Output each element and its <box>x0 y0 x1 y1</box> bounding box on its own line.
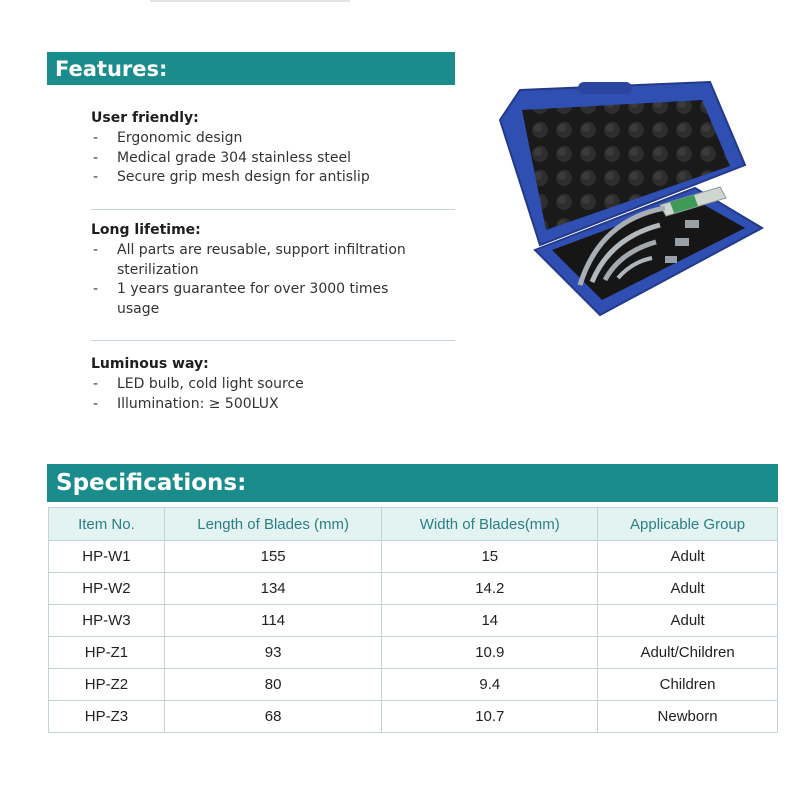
header-length: Length of Blades (mm) <box>164 508 382 541</box>
cell-width: 14 <box>382 605 598 637</box>
table-row <box>49 541 778 573</box>
header-item-no: Item No. <box>49 508 165 541</box>
specifications-table <box>48 507 778 733</box>
feature-group-long-lifetime <box>91 219 463 319</box>
cell-width: 15 <box>382 541 598 573</box>
cell-group: Adult <box>598 573 778 605</box>
cell-group: Newborn <box>598 701 778 733</box>
list-item: - Medical grade 304 stainless steel <box>91 149 463 169</box>
divider <box>91 209 455 210</box>
header-width: Width of Blades(mm) <box>382 508 598 541</box>
features-banner <box>47 52 455 85</box>
list-item: - Illumination: ≥ 500LUX <box>91 395 463 415</box>
cell-item-no: HP-Z2 <box>49 669 165 701</box>
feature-group-user-friendly <box>91 107 463 188</box>
cell-length: 80 <box>164 669 382 701</box>
cell-width: 9.4 <box>382 669 598 701</box>
cell-width: 10.9 <box>382 637 598 669</box>
cell-item-no: HP-W2 <box>49 573 165 605</box>
dash-bullet-icon: - <box>93 376 99 392</box>
specifications-title: Specifications: <box>56 470 247 496</box>
specifications-banner <box>47 464 778 502</box>
dash-bullet-icon: - <box>93 395 99 412</box>
list-item: - LED bulb, cold light source <box>91 375 463 395</box>
cell-item-no: HP-Z3 <box>49 701 165 733</box>
table-row <box>49 605 778 637</box>
table-row <box>49 701 778 733</box>
divider <box>91 340 455 341</box>
list-item: - Ergonomic design <box>91 129 463 149</box>
dash-bullet-icon: - <box>93 281 99 297</box>
list-item: - 1 years guarantee for over 3000 times usage <box>93 281 389 317</box>
cell-item-no: HP-Z1 <box>49 637 165 669</box>
laryngoscope-case-image <box>480 70 780 370</box>
dash-bullet-icon: - <box>93 149 99 166</box>
dash-bullet-icon: - <box>93 130 99 146</box>
header-group: Applicable Group <box>598 508 778 541</box>
group-title: User friendly: <box>91 110 199 126</box>
cell-group: Children <box>598 669 778 701</box>
table-header-row <box>49 508 778 541</box>
cell-length: 155 <box>164 541 382 573</box>
cell-group: Adult <box>598 541 778 573</box>
top-rule <box>150 0 350 2</box>
cell-width: 10.7 <box>382 701 598 733</box>
cell-length: 114 <box>164 605 382 637</box>
list-item: - All parts are reusable, support infiltration sterilization <box>93 242 406 278</box>
cell-item-no: HP-W1 <box>49 541 165 573</box>
group-title: Luminous way: <box>91 356 209 372</box>
table-row <box>49 573 778 605</box>
cell-item-no: HP-W3 <box>49 605 165 637</box>
table-row <box>49 669 778 701</box>
feature-group-luminous-way <box>91 353 463 414</box>
cell-length: 134 <box>164 573 382 605</box>
features-title: Features: <box>55 56 168 81</box>
group-title: Long lifetime: <box>91 222 201 238</box>
cell-length: 68 <box>164 701 382 733</box>
cell-group: Adult/Children <box>598 637 778 669</box>
cell-width: 14.2 <box>382 573 598 605</box>
dash-bullet-icon: - <box>93 242 99 258</box>
list-item: - Secure grip mesh design for antislip <box>91 168 463 188</box>
table-row <box>49 637 778 669</box>
cell-group: Adult <box>598 605 778 637</box>
cell-length: 93 <box>164 637 382 669</box>
dash-bullet-icon: - <box>93 169 99 185</box>
